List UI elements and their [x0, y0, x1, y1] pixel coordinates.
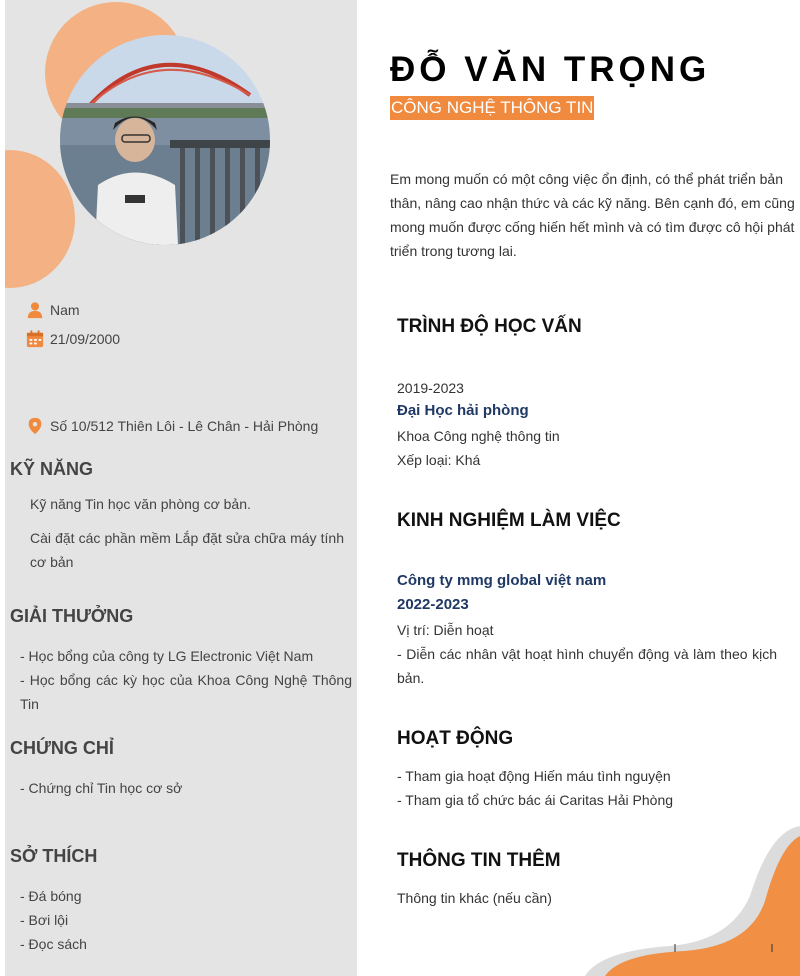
decorative-wave — [580, 826, 800, 976]
award-item: - Học bổng của công ty LG Electronic Việt Nam — [20, 648, 314, 664]
activity-item: - Tham gia tổ chức bác ái Caritas Hải Phòng — [397, 792, 674, 808]
profile-photo — [60, 35, 270, 245]
calendar-icon — [25, 329, 45, 349]
experience-period: 2022-2023 — [397, 596, 469, 613]
birthdate-row — [25, 329, 120, 349]
skills-heading: KỸ NĂNG — [10, 459, 94, 479]
experience-description: - Diễn các nhân vật hoạt hình chuyển động và làm theo kịch bản. — [397, 646, 777, 686]
education-school: Đại Học hải phòng — [397, 402, 529, 419]
avatar — [60, 35, 270, 245]
experience-company: Công ty mmg global việt nam — [397, 572, 607, 589]
education-faculty: Khoa Công nghệ thông tin — [397, 428, 560, 444]
experience-heading: KINH NGHIỆM LÀM VIỆC — [397, 510, 621, 531]
additional-info-heading: THÔNG TIN THÊM — [397, 850, 561, 871]
certificate-item: - Chứng chỉ Tin học cơ sở — [20, 780, 183, 796]
location-pin-icon — [25, 416, 45, 436]
additional-info-text: Thông tin khác (nếu cần) — [397, 890, 552, 906]
skill-item: Cài đặt các phần mềm Lắp đặt sửa chữa máy tính cơ bản — [30, 530, 344, 570]
award-item: - Học bổng các kỳ học của Khoa Công Nghệ Thông Tin — [20, 672, 352, 712]
education-heading: TRÌNH ĐỘ HỌC VẤN — [397, 316, 582, 337]
hobby-item: - Đọc sách — [20, 936, 87, 952]
skill-item: Kỹ năng Tin học văn phòng cơ bản. — [30, 496, 251, 512]
address-value: Số 10/512 Thiên Lôi - Lê Chân - Hải Phòng — [50, 418, 319, 434]
person-icon — [25, 300, 45, 320]
hobby-item: - Đá bóng — [20, 888, 82, 904]
experience-position: Vị trí: Diễn hoạt — [397, 622, 494, 638]
sidebar — [5, 0, 357, 976]
hobbies-heading: SỞ THÍCH — [10, 846, 98, 866]
gender-row — [25, 300, 80, 320]
education-period: 2019-2023 — [397, 380, 464, 396]
education-grade: Xếp loại: Khá — [397, 452, 481, 468]
birthdate-value: 21/09/2000 — [50, 331, 121, 347]
activities-heading: HOẠT ĐỘNG — [397, 728, 514, 749]
awards-heading: GIẢI THƯỞNG — [10, 606, 134, 626]
certificates-heading: CHỨNG CHỈ — [10, 738, 114, 758]
career-summary: Em mong muốn có một công việc ổn định, có thể phát triển bản thân, nâng cao nhận thức và các kỹ năng. Bên cạnh đó, em cũng mong muốn được cống hiến hết mình và có tìm được cô hội phát triển trong tương lai. — [390, 171, 795, 259]
job-title-badge: CÔNG NGHỆ THÔNG TIN — [390, 96, 594, 120]
address-row — [25, 416, 318, 436]
hobby-item: - Bơi lội — [20, 912, 69, 928]
gender-value: Nam — [50, 302, 80, 318]
candidate-name: ĐỖ VĂN TRỌNG — [390, 50, 711, 89]
activity-item: - Tham gia hoạt động Hiến máu tình nguyện — [397, 768, 671, 784]
